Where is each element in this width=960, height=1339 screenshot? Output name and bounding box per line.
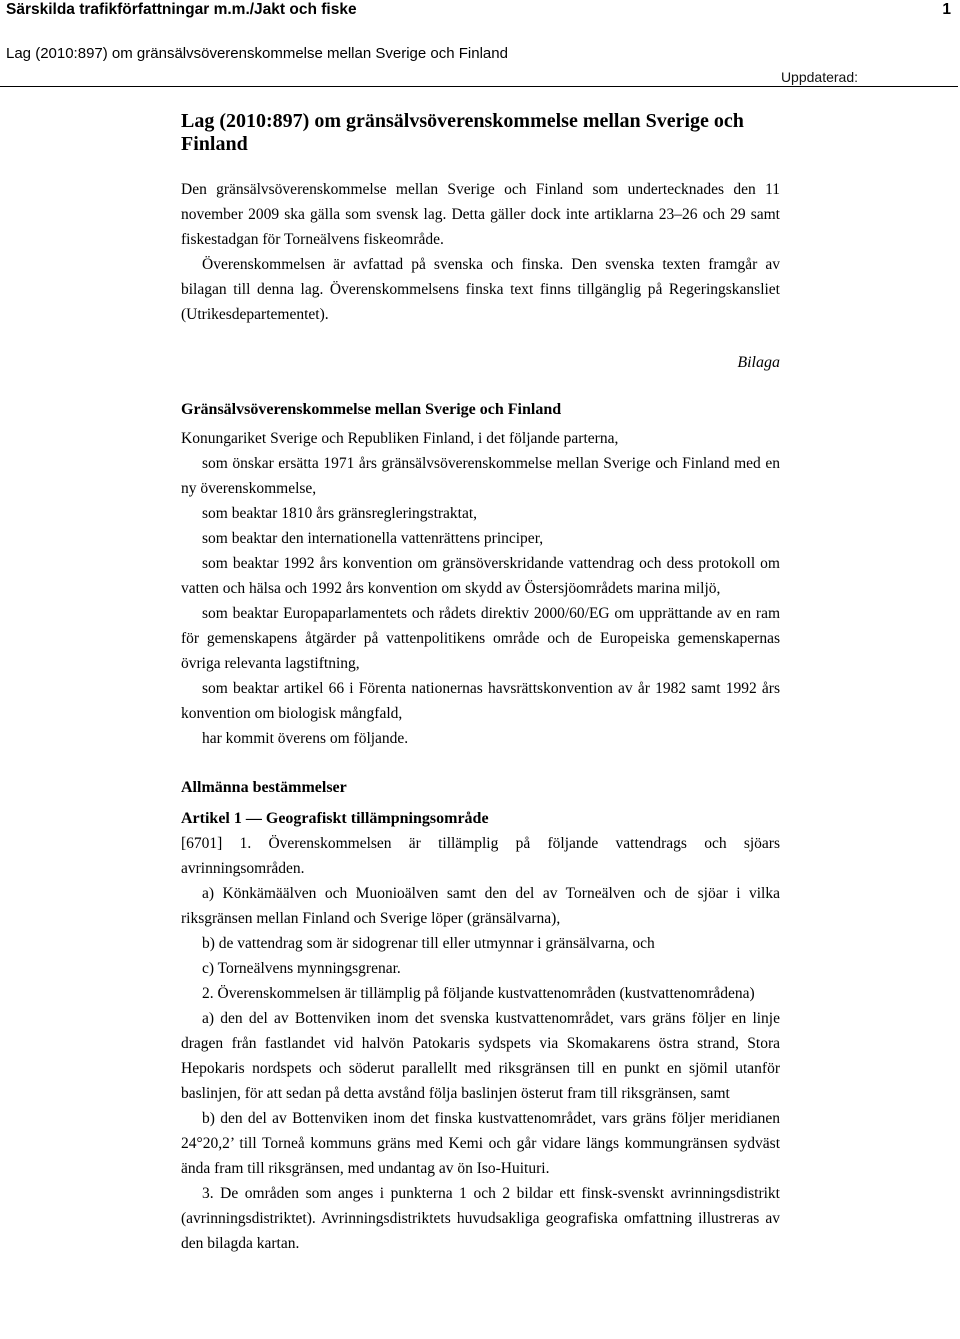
law-title: Lag (2010:897) om gränsälvsöverenskommelse mellan Sverige och Finland <box>181 110 744 155</box>
running-header <box>6 0 951 22</box>
updated-label: Uppdaterad: <box>780 69 858 85</box>
preamble-line: som beaktar den internationella vattenrättens principer, <box>202 530 544 547</box>
preamble-line: som beaktar 1810 års gränsregleringstraktat, <box>202 505 478 522</box>
article-paragraph: b) de vattendrag som är sidogrenar till eller utmynnar i gränsälvarna, och <box>202 935 655 952</box>
document-body <box>181 110 780 1256</box>
article-body <box>181 831 780 1256</box>
preamble-line: har kommit överens om följande. <box>202 730 409 747</box>
preamble-line: som önskar ersätta 1971 års gränsälvsöverenskommelse mellan Sverige och Finland med en ny överenskommelse, <box>181 455 780 497</box>
preamble-line: som beaktar 1992 års konvention om gränsöverskridande vattendrag och dess protokoll om vatten och hälsa och 1992 års konvention om skydd av Östersjöområdets marina miljö, <box>181 555 780 597</box>
preamble-line: som beaktar Europaparlamentets och rådets direktiv 2000/60/EG om upprättande av en ram för gemenskapens åtgärder på vattenpolitikens område och de Europeiska gemenskapernas övriga relevanta lagstiftning, <box>181 605 780 672</box>
preamble-line: Konungariket Sverige och Republiken Finland, i det följande parterna, <box>181 430 619 447</box>
article-paragraph: a) Könkämäälven och Muonioälven samt den del av Torneälven och de sjöar i vilka riksgränsen mellan Finland och Sverige löper (gränsälvarna), <box>181 885 780 927</box>
article-paragraph: a) den del av Bottenviken inom det svenska kustvattenområdet, vars gräns följer en linje dragen från fastlandet vid halvön Patokaris sydspets via Skomakarens östra strand, Stora Hepokaris nordspets och söderut parallellt med riksgränsen till en punkt en sjömil utanför baslinjen, för att sedan på detta avstånd följa baslinjen österut fram till riksgränsen, samt <box>181 1010 780 1102</box>
intro-paragraph-2: Överenskommelsen är avfattad på svenska och finska. Den svenska texten framgår av bilagan till denna lag. Överenskommelsens finska text finns tillgänglig på Regeringskansliet (Utrikesdepartementet). <box>181 256 780 323</box>
article-paragraph: b) den del av Bottenviken inom det finska kustvattenområdet, vars gräns följer meridianen 24°20,2’ till Torneå kommuns gräns med Kemi och går vidare längs kommungränsen sydväst ända fram till riksgränsen, med undantag av ön Iso-Huituri. <box>181 1110 780 1177</box>
article-heading: Artikel 1 — Geografiskt tillämpningsområde <box>181 810 489 827</box>
page-number: 1 <box>942 1 951 18</box>
bilaga-label: Bilaga <box>737 354 780 371</box>
running-header-title: Särskilda trafikförfattningar m.m./Jakt och fiske <box>6 1 357 18</box>
running-subheader: Lag (2010:897) om gränsälvsöverenskommelse mellan Sverige och Finland <box>6 45 508 62</box>
agreement-title: Gränsälvsöverenskommelse mellan Sverige och Finland <box>181 401 562 418</box>
header-divider <box>0 86 958 87</box>
article-paragraph: 2. Överenskommelsen är tillämplig på följande kustvattenområden (kustvattenområdena) <box>202 985 755 1002</box>
preamble <box>181 426 780 751</box>
section-heading: Allmänna bestämmelser <box>181 779 347 796</box>
preamble-line: som beaktar artikel 66 i Förenta nationernas havsrättskonvention av år 1982 samt 1992 års konvention om biologisk mångfald, <box>181 680 780 722</box>
intro-paragraph: Den gränsälvsöverenskommelse mellan Sverige och Finland som undertecknades den 11 november 2009 ska gälla som svensk lag. Detta gäller dock inte artiklarna 23–26 och 29 samt fiskestadgan för Torneälvens fiskeområde. <box>181 181 780 248</box>
article-paragraph: c) Torneälvens mynningsgrenar. <box>202 960 401 977</box>
article-paragraph: 3. De områden som anges i punkterna 1 och 2 bildar ett finsk-svenskt avrinningsdistrikt (avrinningsdistriktet). Avrinningsdistriktets huvudsakliga geografiska omfattning illustreras av den bilagda kartan. <box>181 1185 780 1252</box>
article-paragraph: [6701] 1. Överenskommelsen är tillämplig på följande vattendrags och sjöars avrinningsområden. <box>181 835 780 877</box>
